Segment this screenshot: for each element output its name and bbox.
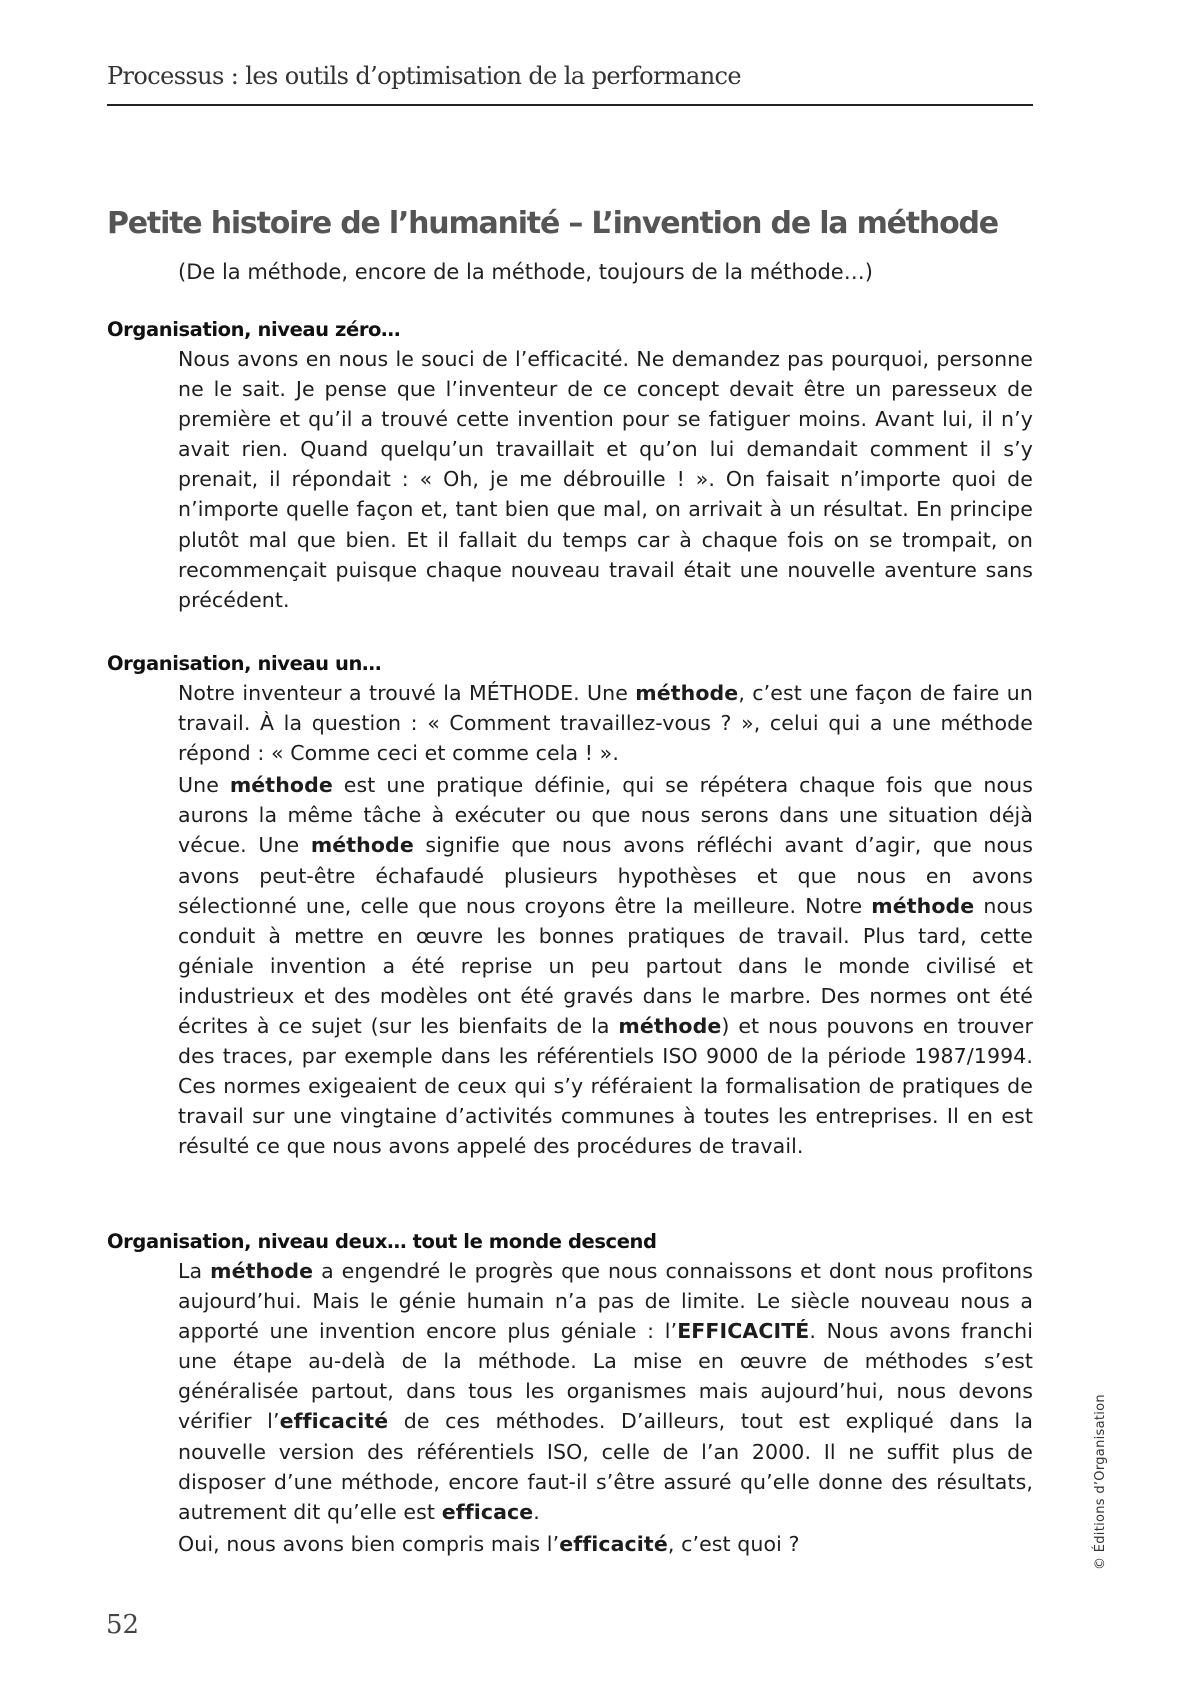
copyright-credit: © Éditions d’Organisation <box>1093 1394 1108 1570</box>
text-run: Nous avons en nous le souci de l’efficacité. Ne demandez pas pourquoi, personne ne le sait. Je pense que l’inventeur de ce concept devait être un paresseux de première et qu’il a trouvé cette invention pour se fatiguer moins. Avant lui, il n’y avait rien. Quand quelqu’un travaillait et qu’on lui demandait comment il s’y prenait, il répondait : « Oh, je me débrouille ! ». On faisait n’importe quoi de n’importe quelle façon et, tant bien que mal, on arrivait à un résultat. En principe plutôt mal que bien. Et il fallait du temps car à chaque fois on se trompait, on recommençait puisque chaque nouveau travail était une nouvelle aventure sans précédent. <box>178 347 1033 612</box>
text-run: signifie que nous avons réfléchi avant d’agir, que nous avons peut-être échafaudé plusieurs hypothèses et que nous en avons sélectionné une, celle que nous croyons être la meilleure. Notre <box>178 833 1034 918</box>
page-number: 52 <box>106 1610 140 1640</box>
emphasis-run: méthode <box>229 773 333 798</box>
text-run: ) et nous pouvons en trouver des traces, par exemple dans les référentiels ISO 9000 de la période 1987/1994. Ces normes exigeaient de ceux qui s’y référaient la formalisation de pratiques de travail sur une vingtaine d’activités communes à toutes les entreprises. Il en est résulté ce que nous avons appelé des procédures de travail. <box>178 1014 1033 1159</box>
text-run: , c’est une façon de faire un travail. À la question : « Comment travaillez-vous ? », celui qui a une méthode répond : « Comme ceci et comme cela ! ». <box>178 681 1033 766</box>
section-heading: Organisation, niveau un… <box>107 652 382 675</box>
header-rule <box>107 104 1033 106</box>
paragraph <box>178 1529 1033 1559</box>
text-run: est une pratique définie, qui se répétera chaque fois que nous aurons la même tâche à exécuter ou que nous serons dans une situation déjà vécue. Une <box>178 773 1033 858</box>
text-run: de ces méthodes. D’ailleurs, tout est expliqué dans la nouvelle version des référentiels ISO, celle de l’an 2000. Il ne suffit plus de disposer d’une méthode, encore faut-il s’être assuré qu’elle donne des résultats, autrement dit qu’elle est <box>178 1409 1033 1524</box>
paragraph <box>178 1256 1033 1527</box>
emphasis-run: méthode <box>210 1259 314 1283</box>
emphasis-run: efficace <box>441 1499 534 1524</box>
emphasis-run: efficacité <box>279 1409 389 1434</box>
text-run: a engendré le progrès que nous connaissons et dont nous profitons aujourd’hui. Mais le génie humain n’a pas de limite. Le siècle nouveau nous a apporté une invention encore plus géniale : l’ <box>178 1259 1033 1344</box>
paragraph <box>178 344 1033 615</box>
section-niveau-deux <box>107 1230 1033 1559</box>
section-niveau-zero <box>107 318 1033 615</box>
text-run: Oui, nous avons bien compris mais l’ <box>178 1531 560 1556</box>
text-run: . Nous avons franchi une étape au-delà de la méthode. La mise en œuvre de méthodes s’est généralisée partout, dans tous les organismes mais aujourd’hui, nous devons vérifier l’ <box>178 1319 1033 1434</box>
text-run: Une <box>178 773 230 798</box>
chapter-subtitle: (De la méthode, encore de la méthode, toujours de la méthode…) <box>178 260 873 284</box>
chapter-title: Petite histoire de l’humanité – L’invention de la méthode <box>107 206 998 241</box>
emphasis-run: efficacité <box>559 1531 668 1556</box>
text-run: . <box>533 1499 540 1524</box>
section-niveau-un <box>107 652 1033 1162</box>
emphasis-run: méthode <box>618 1014 722 1039</box>
emphasis-run: méthode <box>310 833 414 858</box>
emphasis-run: méthode <box>635 681 739 705</box>
paragraph <box>178 678 1033 768</box>
text-run: La <box>178 1259 211 1283</box>
emphasis-run: EFFICACITÉ <box>677 1319 810 1344</box>
running-head: Processus : les outils d’optimisation de la performance <box>107 62 741 90</box>
text-run: , c’est quoi ? <box>667 1531 800 1556</box>
section-heading: Organisation, niveau zéro… <box>107 318 401 341</box>
paragraph <box>178 770 1033 1161</box>
emphasis-run: méthode <box>871 893 975 918</box>
text-run: nous conduit à mettre en œuvre les bonnes pratiques de travail. Plus tard, cette géniale invention a été reprise un peu partout dans le monde civilisé et industrieux et des modèles ont été gravés dans le marbre. Des normes ont été écrites à ce sujet (sur les bienfaits de la <box>178 893 1033 1039</box>
section-heading: Organisation, niveau deux… tout le monde descend <box>107 1230 657 1253</box>
text-run: Notre inventeur a trouvé la MÉTHODE. Une <box>178 681 636 705</box>
